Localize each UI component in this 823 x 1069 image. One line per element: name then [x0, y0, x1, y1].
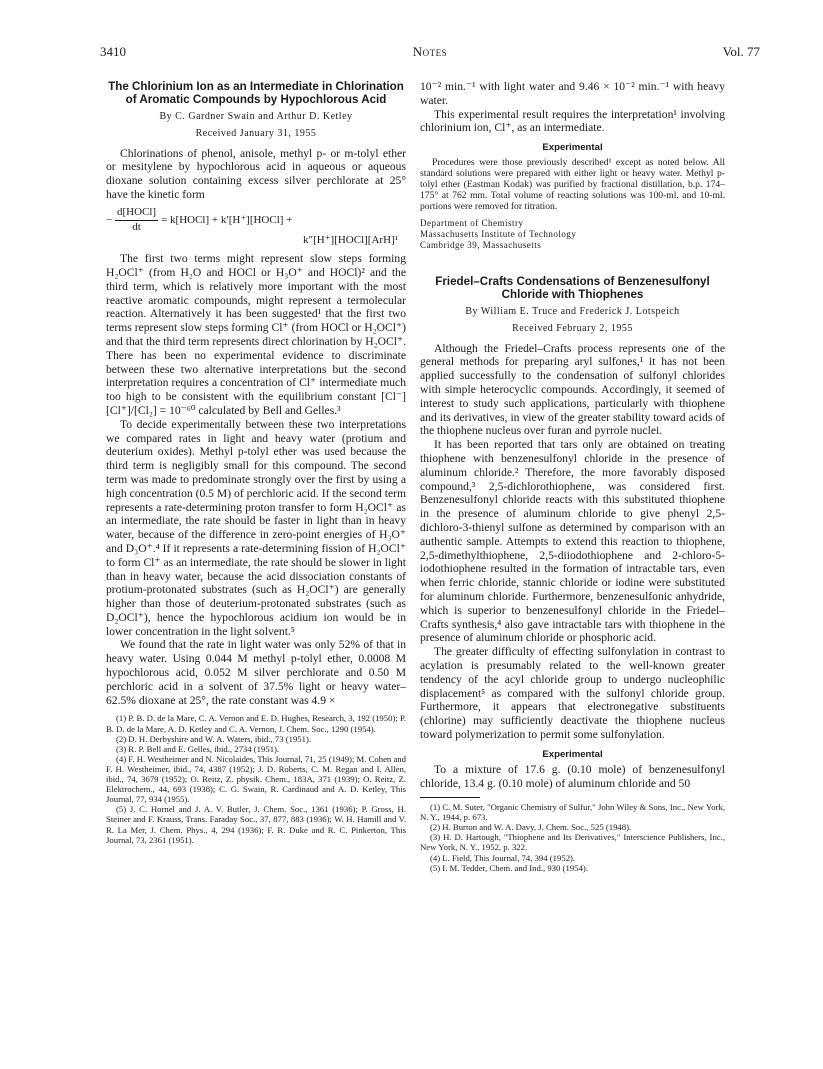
article2-para3: The greater difficulty of effecting sulfonylation in contrast to acylation is presumably related to the well-known greater tendency of the acyl chloride group to undergo nucleophilic displacement⁵ as compared with the sulfonyl chloride group. Furthermore, it appears that electronegative substituents (chlorine) may sufficiently deactivate the thiophene nucleus toward polymerization to permit some sulfonylation.: [420, 645, 725, 741]
article1-para1: The first two terms might represent slow steps forming H₂OCl⁺ (from H₂O and HOCl or H₃O⁺ and HOCl)² and the third term, which is relatively more important with the most reactive aromatic compounds, might represent a termolecular reaction. Alternatively it has been suggested¹ that the first two terms represent slow steps forming Cl⁺ (from HOCl or H₂OCl⁺) and that the third term represents direct chlorination by H₂OCl⁺. There has been no experimental evidence to discriminate between these two alternative interpretations but the second interpretation requires a concentration of Cl⁺ intermediate much too high to be consistent with the equilibrium constant [Cl⁻] [Cl⁺]/[Cl₂] = 10⁻⁶⁰ calculated by Bell and Gelles.³: [106, 252, 406, 417]
article1-intro: Chlorinations of phenol, anisole, methyl p- or m-tolyl ether or mesitylene by hypochlorous acid in aqueous or aqueous dioxane solution containing excess silver perchlorate at 25° have the kinetic form: [106, 146, 406, 201]
article2-experimental-text: To a mixture of 17.6 g. (0.10 mole) of benzenesulfonyl chloride, 13.4 g. (0.10 mole) of aluminum chloride and 50: [420, 763, 725, 791]
article2-byline: By William E. Truce and Frederick J. Lotspeich: [465, 305, 680, 317]
rate-equation: − $\frac{\text{d[HOCl]}}{dt}$ = k[HOCl] + k′[H⁺][HOCl] + k″[H⁺][HOCl][ArH]¹: [106, 206, 406, 248]
article1-experimental-heading: Experimental: [542, 142, 603, 154]
journal-section: Notes: [412, 44, 448, 59]
article1-para4: This experimental result requires the interpretation¹ involving chlorinium ion, Cl⁺, as an intermediate.: [420, 107, 725, 135]
footnote: (5) J. C. Hornel and J. A. V. Butler, J. Chem. Soc., 1361 (1936); P. Gross, H. Steiner and F. Krauss, Trans. Faraday Soc., 37, 877, 883 (1936); W. H. Hamill and V. R. La Mer, J. Chem. Phys., 4, 294 (1936); F. R. Duke and R. C. Pinkerton, This Journal, 73, 2361 (1951).: [106, 804, 406, 845]
article2-para1: Although the Friedel–Crafts process represents one of the general methods for preparing aryl sulfones,¹ it has not been applied successfully to the condensation of sulfonyl chlorides with simple heterocyclic compounds. Accordingly, it seemed of interest to study such applications, particularly with thiophene and its derivatives, in view of the greater stability toward acids of the thiophene nucleus over furan and pyrrole nuclei.: [420, 341, 725, 438]
page-number: 3410: [100, 44, 126, 59]
article1-received: Received January 31, 1955: [195, 127, 317, 139]
article2-footnotes: [420, 802, 725, 873]
footnote: (5) I. M. Tedder, Chem. and Ind., 930 (1954).: [430, 862, 588, 873]
article1-affiliation: [420, 218, 725, 251]
footnote: (3) R. P. Bell and E. Gelles, ibid., 2734 (1951).: [116, 743, 280, 754]
eq-rhs-line2: k″[H⁺][HOCl][ArH]¹: [303, 234, 398, 247]
footnote: (1) P. B. D. de la Mare, C. A. Vernon and E. D. Hughes, Research, 3, 192 (1950); P. B. D. de la Mare, A. D. Ketley and C. A. Vernon, J. Chem. Soc., 1290 (1954).: [106, 713, 406, 734]
footnote: (2) D. H. Derbyshire and W. A. Waters, ibid., 73 (1951).: [116, 733, 312, 744]
footnote: (4) F. H. Westheimer and N. Nicolaides, This Journal, 71, 25 (1949); M. Cohen and F. H. Westheimer, ibid., 74, 4387 (1952); J. D. Roberts, C. M. Regan and I. Allen, ibid., 74, 3679 (1952); O. Reitz, Z. physik. Chem., 183A, 371 (1939); O. Reitz, Z. Elektrochem., 44, 693 (1938); C. G. Swain, R. Cardinaud and A. D. Ketley, This Journal, 77, 934 (1955).: [106, 753, 406, 805]
eq-numerator: d[HOCl]: [115, 206, 158, 221]
article2-title: Friedel–Crafts Condensations of Benzenesulfonyl Chloride with Thiophenes: [435, 274, 710, 301]
article1-footnotes: [106, 713, 406, 844]
footnote-rule: [420, 797, 480, 798]
running-header: [100, 44, 760, 62]
article2-received: Received February 2, 1955: [512, 322, 633, 334]
article1-experimental-text: Procedures were those previously described¹ except as noted below. All standard solutions were prepared with either light or heavy water. Methyl p-tolyl ether (Eastman Kodak) was purified by fractional distillation, b.p. 174–175° at 762 mm. Total volume of reacting solutions was 100-ml. and 10-ml. portions were removed for titration.: [420, 156, 725, 212]
article1-para3-continued: 10⁻² min.⁻¹ with light water and 9.46 × 10⁻² min.⁻¹ with heavy water.: [420, 80, 725, 107]
article1-title: The Chlorinium Ion as an Intermediate in Chlorination of Aromatic Compounds by Hypochlorous Acid: [108, 80, 404, 106]
footnote: (1) C. M. Suter, "Organic Chemistry of Sulfur," John Wiley & Sons, Inc., New York, N. Y., 1944, p. 673.: [420, 802, 725, 823]
derivative-fraction: [115, 206, 158, 235]
affiliation-institute: Massachusetts Institute of Technology: [420, 228, 577, 239]
article1-byline: By C. Gardner Swain and Arthur D. Ketley: [159, 111, 353, 122]
right-column: [420, 80, 725, 873]
affiliation-city: Cambridge 39, Massachusetts: [420, 239, 542, 250]
article2-experimental-heading: Experimental: [542, 748, 603, 760]
left-column: [106, 80, 406, 845]
eq-denominator: dt: [132, 220, 141, 233]
article2-para2: It has been reported that tars only are obtained on treating thiophene with benzenesulfonyl chloride in the presence of aluminum chloride.² Therefore, the more favorably disposed compound,³ 2,5-dichlorothiophene, was considered first. Benzenesulfonyl chloride reacts with this substituted thiophene in the presence of aluminum chloride to give phenyl 2,5-dichloro-3-thienyl sulfone as determined by comparison with an authentic sample. Attempts to extend this reaction to thiophene, 2,5-dimethylthiophene, 2,5-diiodothiophene and 2-chloro-5-iodothiophene resulted in the formation of intractable tars, even when ferric chloride, stannic chloride or iodine were substituted for aluminum chloride. Furthermore, benzenesulfonic anhydride, which is superior to benzenesulfonyl chloride in the Friedel–Crafts synthesis,⁴ also gave intractable tars with thiophene in the presence of aluminum chloride or phosphoric acid.: [420, 438, 725, 645]
volume-label: Vol. 77: [722, 44, 760, 59]
footnote: (4) L. Field, This Journal, 74, 394 (1952).: [430, 852, 576, 863]
eq-rhs-line1: = k[HOCl] + k′[H⁺][HOCl] +: [161, 213, 293, 226]
article1-para2: To decide experimentally between these two interpretations we compared rates in light and heavy water (protium and deuterium oxides). Methyl p-tolyl ether was used because the third term is negligibly small for this compound. The second term was made to predominate strongly over the first by using a high concentration (0.5 M) of perchloric acid. If the second term represents a rate-determining proton transfer to form H₂OCl⁺ as an intermediate, the rate should be faster in light than in heavy water, because of the difference in zero-point energies of H₃O⁺ and D₃O⁺.⁴ If it represents a rate-determining fission of H₂OCl⁺ to form Cl⁺ as an intermediate, the rate should be slower in light than in heavy water, because the acid dissociation constants of protium-protonated substrates (such as H₂OCl⁺) are generally higher than those of deuterium-protonated substrates (such as D₂OCl⁺), hence the hypochlorous acidium ion would be in lower concentration in the light solvent.⁵: [106, 417, 406, 638]
affiliation-department: Department of Chemistry: [420, 217, 524, 228]
article1-para3: We found that the rate in light water was only 52% of that in heavy water. Using 0.044 M methyl p-tolyl ether, 0.0008 M hypochlorous acid, 0.052 M silver perchlorate and 0.50 M perchloric acid in a solvent of 37.5% light or heavy water–62.5% dioxane at 25°, the rate constant was 4.9 ×: [106, 638, 406, 707]
footnote: (2) H. Burton and W. A. Davy, J. Chem. Soc., 525 (1948).: [430, 822, 632, 833]
footnote: (3) H. D. Hartough, "Thiophene and Its Derivatives," Interscience Publishers, Inc., New York, N. Y., 1952, p. 322.: [420, 832, 725, 853]
